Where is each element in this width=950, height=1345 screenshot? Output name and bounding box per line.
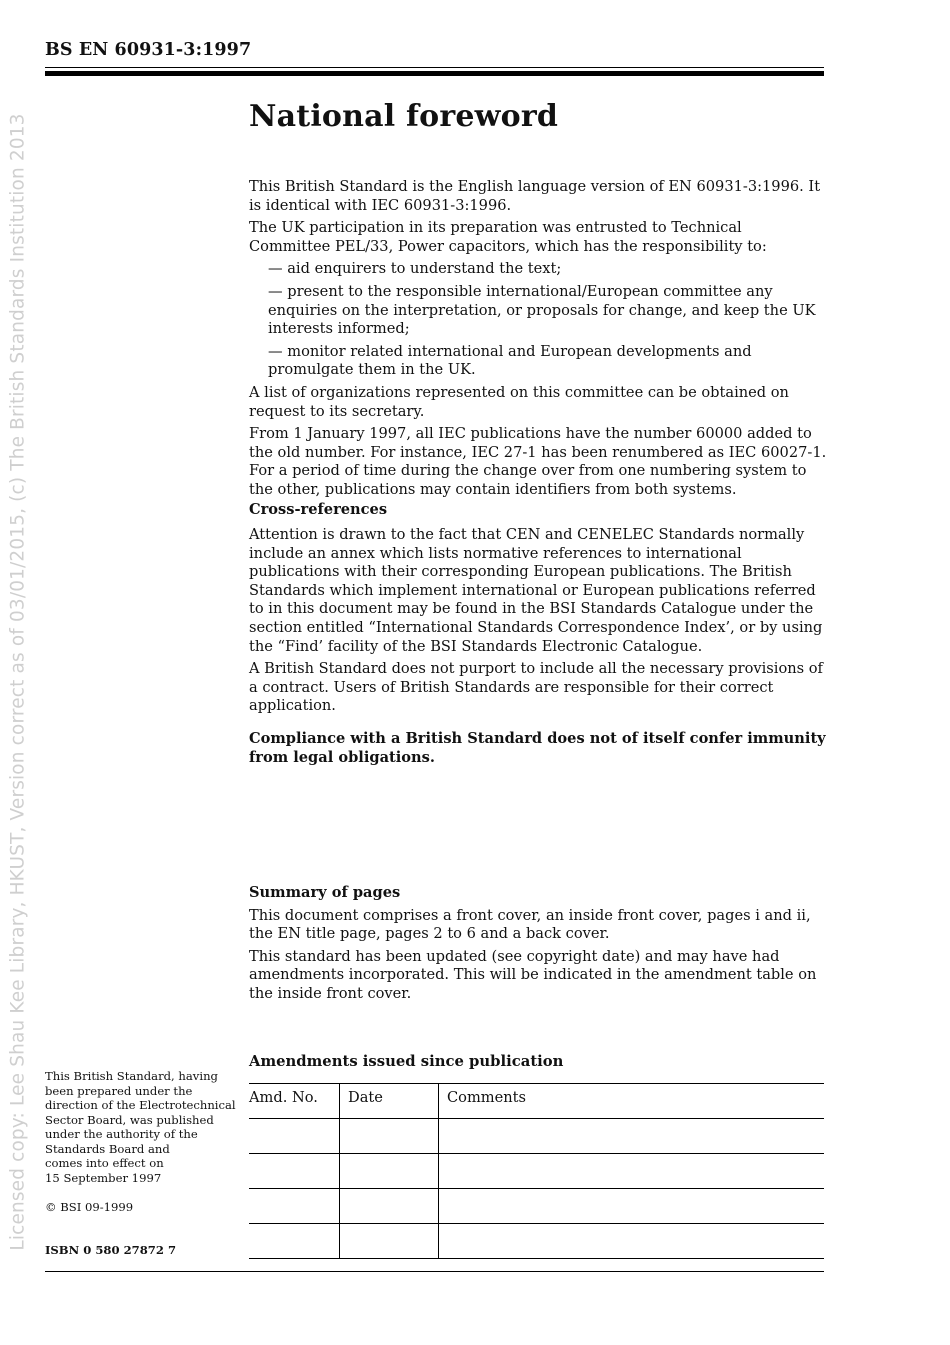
publication-note-line: 15 September 1997 (45, 1170, 162, 1185)
document-id: BS EN 60931-3:1997 (45, 40, 252, 60)
summary-paragraph-contents: This document comprises a front cover, an inside front cover, pages i and ii, the EN title page, pages 2 to 6 and a back cover. (249, 906, 811, 943)
publication-note (45, 1069, 240, 1185)
responsibility-item-3: — monitor related international and European developments and promulgate them in the UK. (268, 342, 752, 379)
table-cell (340, 1119, 439, 1154)
table-row (249, 1189, 824, 1224)
table-cell (249, 1154, 340, 1189)
table-cell (439, 1189, 825, 1224)
paragraph-organizations: A list of organizations represented on this committee can be obtained on request to its secretary. (249, 383, 789, 420)
table-cell (340, 1189, 439, 1224)
header-rule-thick (45, 71, 824, 76)
table-cell (439, 1154, 825, 1189)
table-row (249, 1119, 824, 1154)
cross-references-heading: Cross-references (249, 500, 388, 518)
summary-paragraph-updates: This standard has been updated (see copyright date) and may have had amendments incorporated. This will be indicated in the amendment table on the inside front cover. (249, 947, 817, 1002)
compliance-statement: Compliance with a British Standard does not of itself confer immunity from legal obligations. (249, 730, 826, 766)
table-cell (249, 1189, 340, 1224)
paragraph-language-version: This British Standard is the English language version of EN 60931-3:1996. It is identical with IEC 60931-3:1996. (249, 178, 821, 214)
paragraph-contract-provisions: A British Standard does not purport to include all the necessary provisions of a contract. Users of British Standards are responsible for their correct application. (249, 660, 823, 715)
amendments-table (249, 1083, 824, 1259)
table-cell (249, 1119, 340, 1154)
amendments-title: Amendments issued since publication (249, 1053, 564, 1070)
publication-note-line: been prepared under the (45, 1083, 193, 1098)
publication-note-line: Standards Board and (45, 1141, 170, 1156)
table-row (249, 1154, 824, 1189)
publication-note-line: Sector Board, was published (45, 1112, 214, 1127)
table-cell (439, 1119, 825, 1154)
foreword-body (249, 178, 827, 771)
header-rule-thin (45, 67, 824, 68)
table-row (249, 1224, 824, 1259)
responsibility-item-1: — aid enquirers to understand the text; (268, 260, 562, 278)
column-header-amd-no: Amd. No. (249, 1084, 340, 1119)
paragraph-numbering: From 1 January 1997, all IEC publications have the number 60000 added to the old number. For instance, IEC 27-1 has been renumbered as IEC 60027-1. For a period of time during the change over from one numbering system to the other, publications may contain identifiers from both systems. (249, 425, 827, 498)
paragraph-cross-references: Attention is drawn to the fact that CEN and CENELEC Standards normally include an annex which lists normative references to international publications with their corresponding European publications. The British Standards which implement international or European publications referred to in this document may be found in the BSI Standards Catalogue under the section entitled “International Standards Correspondence Index’, or by using the “Find’ facility of the BSI Standards Electronic Catalogue. (249, 526, 823, 655)
amendments-header-row (249, 1084, 824, 1119)
column-header-comments: Comments (439, 1084, 825, 1119)
publication-note-line: This British Standard, having (45, 1069, 218, 1083)
copyright-notice: © BSI 09-1999 (45, 1200, 134, 1214)
isbn: ISBN 0 580 27872 7 (45, 1243, 177, 1257)
paragraph-uk-participation: The UK participation in its preparation was entrusted to Technical Committee PEL/33, Power capacitors, which has the responsibility to: (249, 219, 767, 255)
page-title: National foreword (249, 99, 559, 134)
table-cell (249, 1224, 340, 1259)
summary-of-pages (249, 884, 827, 1008)
responsibility-item-2: — present to the responsible international/European committee any enquiries on the interpretation, or proposals for change, and keep the UK interests informed; (268, 282, 816, 338)
column-header-date: Date (340, 1084, 439, 1119)
publication-note-line: direction of the Electrotechnical (45, 1098, 236, 1112)
publication-note-line: under the authority of the (45, 1127, 198, 1141)
footer-rule (45, 1271, 824, 1272)
table-cell (340, 1154, 439, 1189)
publication-note-line: comes into effect on (45, 1156, 164, 1170)
watermark-text: Licensed copy: Lee Shau Kee Library, HKUST, Version correct as of 03/01/2015, (c) The British Standards Institution 2013 (7, 113, 29, 1251)
table-cell (340, 1224, 439, 1259)
summary-heading: Summary of pages (249, 884, 401, 901)
table-cell (439, 1224, 825, 1259)
